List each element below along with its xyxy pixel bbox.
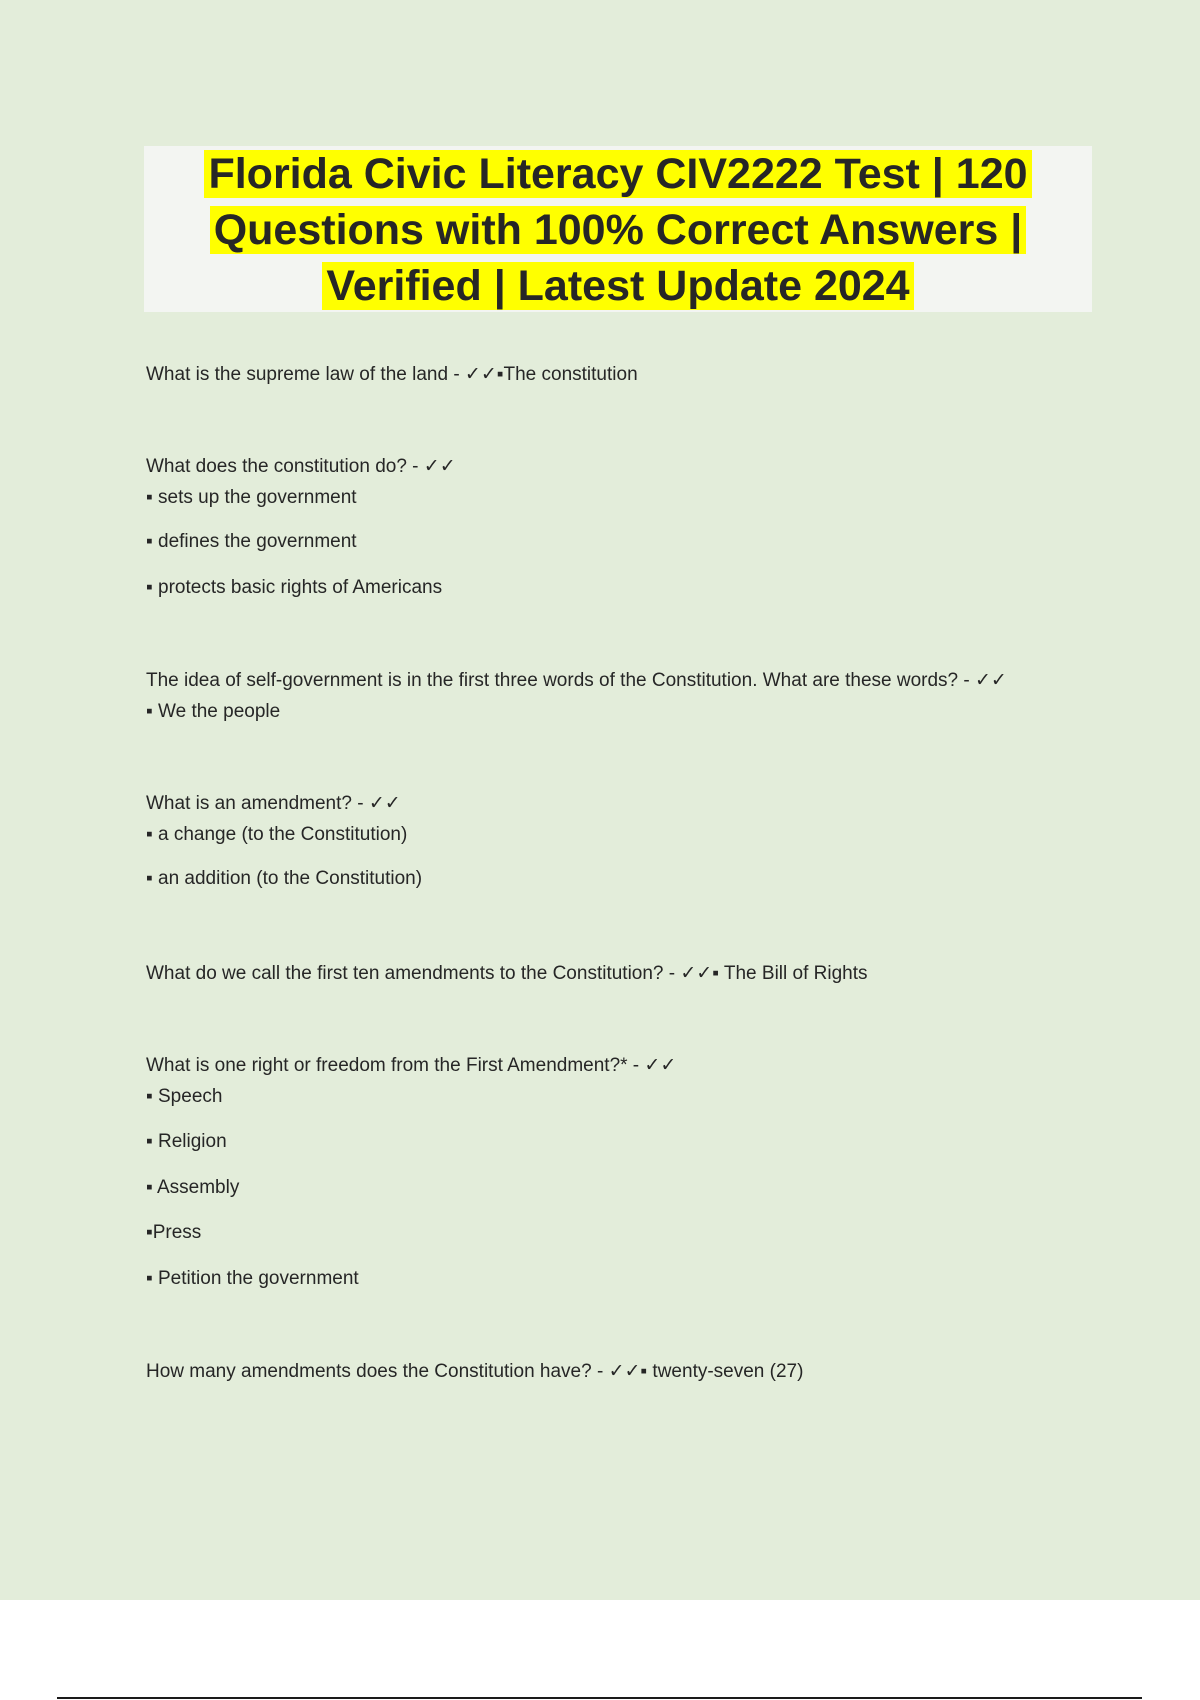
answer-item: ▪ an addition (to the Constitution) <box>146 868 423 889</box>
question-amendment-count: How many amendments does the Constitution have? - ✓✓▪ twenty-seven (27) <box>146 1361 804 1382</box>
answer-item: ▪ Religion <box>146 1131 227 1152</box>
answer-item: ▪Press <box>146 1222 202 1243</box>
answer-item: ▪ sets up the government <box>146 487 357 508</box>
title-highlight: Florida Civic Literacy CIV2222 Test | 120 Questions with 100% Correct Answers | Verified | Latest Update 2024 <box>204 150 1031 310</box>
document-title <box>144 146 1092 314</box>
title-box <box>144 146 1092 312</box>
answer-item: ▪ We the people <box>146 701 281 722</box>
answer-item: ▪ protects basic rights of Americans <box>146 577 443 598</box>
question-amendment: What is an amendment? - ✓✓ <box>146 793 401 814</box>
question-bill-of-rights: What do we call the first ten amendments to the Constitution? - ✓✓▪ The Bill of Rights <box>146 963 868 984</box>
question-constitution-do: What does the constitution do? - ✓✓ <box>146 456 456 477</box>
answer-item: ▪ defines the government <box>146 531 357 552</box>
bottom-rule <box>57 1697 1142 1699</box>
question-self-government: The idea of self-government is in the first three words of the Constitution. What are these words? - ✓✓ <box>146 670 1007 691</box>
question-supreme-law: What is the supreme law of the land - ✓✓▪The constitution <box>146 364 638 385</box>
answer-item: ▪ a change (to the Constitution) <box>146 824 408 845</box>
answer-item: ▪ Speech <box>146 1086 223 1107</box>
question-first-amendment: What is one right or freedom from the First Amendment?* - ✓✓ <box>146 1055 677 1076</box>
answer-item: ▪ Petition the government <box>146 1268 359 1289</box>
answer-item: ▪ Assembly <box>146 1177 240 1198</box>
